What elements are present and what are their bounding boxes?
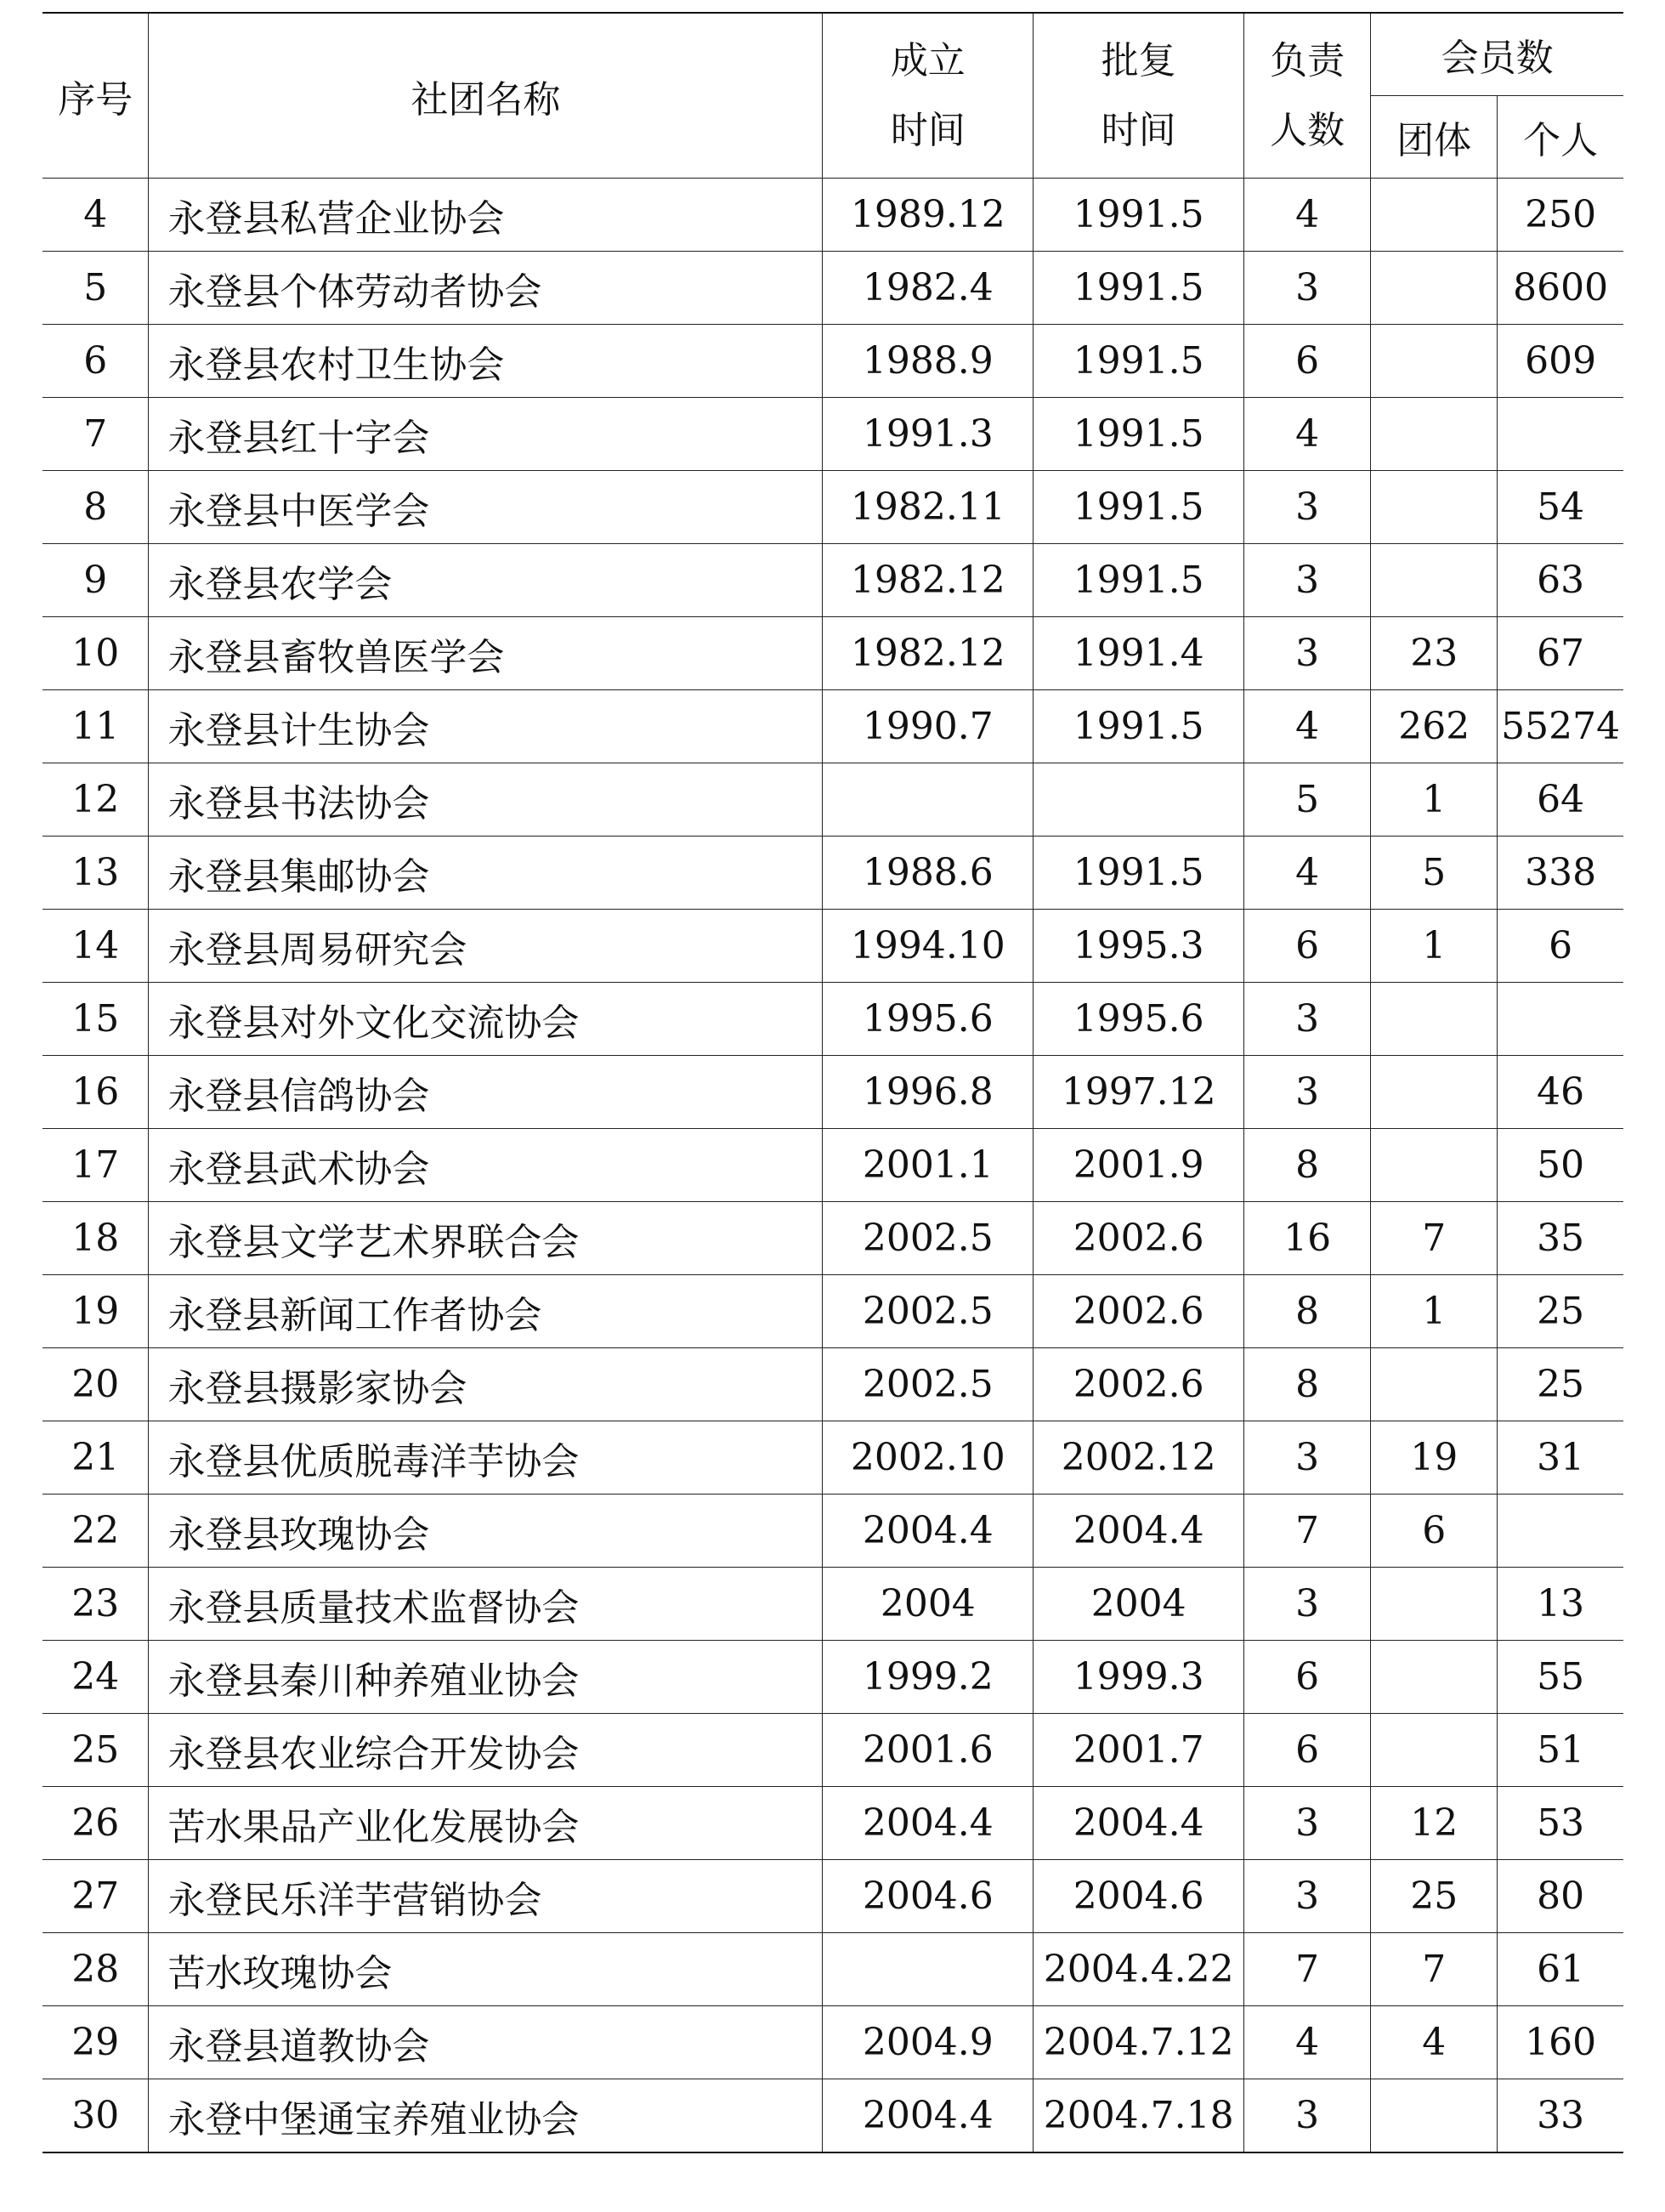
cell-founded: 1982.4 — [823, 252, 1034, 325]
cell-individual: 63 — [1498, 544, 1623, 617]
cell-founded: 2002.5 — [823, 1202, 1034, 1275]
cell-individual: 8600 — [1498, 252, 1623, 325]
table-row — [42, 1787, 1623, 1860]
cell-approved: 1991.5 — [1034, 544, 1244, 617]
cell-group: 1 — [1371, 1275, 1498, 1348]
cell-approved — [1034, 763, 1244, 837]
cell-name: 永登县个体劳动者协会 — [149, 252, 823, 325]
cell-approved: 2001.7 — [1034, 1714, 1244, 1787]
cell-no: 24 — [42, 1641, 149, 1714]
cell-group — [1371, 1714, 1498, 1787]
cell-no: 7 — [42, 398, 149, 471]
cell-leaders: 3 — [1244, 1421, 1371, 1495]
table-row — [42, 837, 1623, 910]
cell-leaders: 16 — [1244, 1202, 1371, 1275]
cell-founded: 1999.2 — [823, 1641, 1034, 1714]
table-row — [42, 1641, 1623, 1714]
cell-group: 5 — [1371, 837, 1498, 910]
cell-leaders: 6 — [1244, 1641, 1371, 1714]
cell-no: 12 — [42, 763, 149, 837]
cell-founded: 2002.10 — [823, 1421, 1034, 1495]
cell-founded — [823, 763, 1034, 837]
cell-no: 23 — [42, 1568, 149, 1641]
cell-individual: 55 — [1498, 1641, 1623, 1714]
cell-name: 永登县计生协会 — [149, 690, 823, 763]
table-row — [42, 1056, 1623, 1129]
cell-group — [1371, 1348, 1498, 1421]
cell-individual: 61 — [1498, 1933, 1623, 2006]
cell-individual: 67 — [1498, 617, 1623, 690]
cell-name: 永登县优质脱毒洋芋协会 — [149, 1421, 823, 1495]
header-individual: 个人 — [1498, 96, 1623, 179]
cell-no: 10 — [42, 617, 149, 690]
cell-individual — [1498, 398, 1623, 471]
cell-name: 永登县书法协会 — [149, 763, 823, 837]
cell-founded: 2004.4 — [823, 1495, 1034, 1568]
cell-name: 永登民乐洋芋营销协会 — [149, 1860, 823, 1933]
cell-leaders: 3 — [1244, 252, 1371, 325]
cell-approved: 1999.3 — [1034, 1641, 1244, 1714]
cell-name: 永登县红十字会 — [149, 398, 823, 471]
cell-approved: 2004.4.22 — [1034, 1933, 1244, 2006]
table-row — [42, 398, 1623, 471]
cell-approved: 1991.5 — [1034, 471, 1244, 544]
cell-individual: 35 — [1498, 1202, 1623, 1275]
cell-name: 永登县畜牧兽医学会 — [149, 617, 823, 690]
cell-founded: 1982.12 — [823, 544, 1034, 617]
cell-no: 30 — [42, 2079, 149, 2153]
cell-individual: 31 — [1498, 1421, 1623, 1495]
cell-founded: 2004 — [823, 1568, 1034, 1641]
cell-leaders: 4 — [1244, 690, 1371, 763]
cell-individual — [1498, 1495, 1623, 1568]
cell-individual: 80 — [1498, 1860, 1623, 1933]
header-approved-line1: 批复 — [1101, 38, 1176, 82]
document-page — [42, 12, 1623, 2153]
cell-leaders: 8 — [1244, 1348, 1371, 1421]
cell-founded: 1994.10 — [823, 910, 1034, 983]
cell-name: 永登县集邮协会 — [149, 837, 823, 910]
cell-founded: 2004.6 — [823, 1860, 1034, 1933]
cell-no: 27 — [42, 1860, 149, 1933]
cell-individual: 609 — [1498, 325, 1623, 398]
cell-individual: 64 — [1498, 763, 1623, 837]
cell-founded: 1995.6 — [823, 983, 1034, 1056]
cell-group: 23 — [1371, 617, 1498, 690]
cell-individual: 53 — [1498, 1787, 1623, 1860]
table-row — [42, 910, 1623, 983]
cell-group — [1371, 179, 1498, 252]
cell-group: 7 — [1371, 1202, 1498, 1275]
table-body — [42, 179, 1623, 2153]
cell-group — [1371, 2079, 1498, 2153]
cell-group — [1371, 1568, 1498, 1641]
cell-founded: 1996.8 — [823, 1056, 1034, 1129]
cell-group — [1371, 398, 1498, 471]
cell-name: 永登县玫瑰协会 — [149, 1495, 823, 1568]
cell-approved: 2004.4 — [1034, 1495, 1244, 1568]
cell-founded: 2004.4 — [823, 2079, 1034, 2153]
cell-name: 苦水果品产业化发展协会 — [149, 1787, 823, 1860]
cell-group — [1371, 471, 1498, 544]
cell-approved: 1997.12 — [1034, 1056, 1244, 1129]
cell-individual: 46 — [1498, 1056, 1623, 1129]
cell-leaders: 6 — [1244, 325, 1371, 398]
cell-founded: 1989.12 — [823, 179, 1034, 252]
cell-approved: 2002.12 — [1034, 1421, 1244, 1495]
cell-founded: 1990.7 — [823, 690, 1034, 763]
table-row — [42, 1495, 1623, 1568]
cell-name: 永登县质量技术监督协会 — [149, 1568, 823, 1641]
header-no: 序号 — [42, 13, 149, 179]
cell-leaders: 6 — [1244, 1714, 1371, 1787]
cell-leaders: 3 — [1244, 1787, 1371, 1860]
cell-leaders: 3 — [1244, 1860, 1371, 1933]
cell-individual: 33 — [1498, 2079, 1623, 2153]
cell-no: 5 — [42, 252, 149, 325]
cell-founded: 2002.5 — [823, 1275, 1034, 1348]
header-members: 会员数 — [1371, 13, 1623, 96]
cell-name: 永登县农学会 — [149, 544, 823, 617]
cell-no: 11 — [42, 690, 149, 763]
cell-name: 永登县中医学会 — [149, 471, 823, 544]
table-row — [42, 471, 1623, 544]
cell-approved: 1991.5 — [1034, 179, 1244, 252]
cell-group — [1371, 544, 1498, 617]
cell-founded — [823, 1933, 1034, 2006]
association-table — [42, 12, 1623, 2153]
cell-group: 262 — [1371, 690, 1498, 763]
cell-leaders: 6 — [1244, 910, 1371, 983]
cell-group: 4 — [1371, 2006, 1498, 2079]
cell-approved: 2002.6 — [1034, 1275, 1244, 1348]
cell-leaders: 5 — [1244, 763, 1371, 837]
cell-founded: 1988.6 — [823, 837, 1034, 910]
cell-no: 26 — [42, 1787, 149, 1860]
header-approved-line2: 时间 — [1101, 108, 1176, 152]
table-row — [42, 2006, 1623, 2079]
cell-approved: 1991.5 — [1034, 837, 1244, 910]
cell-name: 永登县摄影家协会 — [149, 1348, 823, 1421]
table-row — [42, 544, 1623, 617]
cell-name: 永登县信鸽协会 — [149, 1056, 823, 1129]
cell-no: 13 — [42, 837, 149, 910]
cell-approved: 1991.5 — [1034, 252, 1244, 325]
cell-name: 永登县秦川种养殖业协会 — [149, 1641, 823, 1714]
cell-no: 15 — [42, 983, 149, 1056]
cell-approved: 1995.3 — [1034, 910, 1244, 983]
cell-leaders: 3 — [1244, 1568, 1371, 1641]
table-row — [42, 1129, 1623, 1202]
cell-approved: 2002.6 — [1034, 1202, 1244, 1275]
cell-group: 19 — [1371, 1421, 1498, 1495]
cell-group: 6 — [1371, 1495, 1498, 1568]
cell-approved: 2004.7.18 — [1034, 2079, 1244, 2153]
cell-name: 永登县道教协会 — [149, 2006, 823, 2079]
cell-group: 1 — [1371, 763, 1498, 837]
cell-leaders: 8 — [1244, 1129, 1371, 1202]
cell-name: 苦水玫瑰协会 — [149, 1933, 823, 2006]
cell-leaders: 4 — [1244, 837, 1371, 910]
header-founded — [823, 13, 1034, 179]
cell-founded: 1988.9 — [823, 325, 1034, 398]
table-row — [42, 1275, 1623, 1348]
header-name: 社团名称 — [149, 13, 823, 179]
cell-approved: 1991.5 — [1034, 690, 1244, 763]
cell-no: 29 — [42, 2006, 149, 2079]
cell-individual: 13 — [1498, 1568, 1623, 1641]
cell-individual: 6 — [1498, 910, 1623, 983]
cell-group: 1 — [1371, 910, 1498, 983]
cell-no: 17 — [42, 1129, 149, 1202]
cell-no: 6 — [42, 325, 149, 398]
cell-name: 永登中堡通宝养殖业协会 — [149, 2079, 823, 2153]
table-row — [42, 1933, 1623, 2006]
table-row — [42, 617, 1623, 690]
cell-no: 28 — [42, 1933, 149, 2006]
cell-individual: 55274 — [1498, 690, 1623, 763]
cell-individual: 160 — [1498, 2006, 1623, 2079]
table-row — [42, 1714, 1623, 1787]
header-leaders — [1244, 13, 1371, 179]
cell-no: 25 — [42, 1714, 149, 1787]
table-row — [42, 690, 1623, 763]
table-row — [42, 2079, 1623, 2153]
cell-name: 永登县新闻工作者协会 — [149, 1275, 823, 1348]
cell-leaders: 3 — [1244, 617, 1371, 690]
cell-no: 21 — [42, 1421, 149, 1495]
cell-no: 22 — [42, 1495, 149, 1568]
cell-no: 18 — [42, 1202, 149, 1275]
cell-name: 永登县农业综合开发协会 — [149, 1714, 823, 1787]
table-row — [42, 179, 1623, 252]
header-founded-line1: 成立 — [890, 38, 966, 82]
cell-leaders: 3 — [1244, 1056, 1371, 1129]
cell-founded: 2004.9 — [823, 2006, 1034, 2079]
cell-no: 16 — [42, 1056, 149, 1129]
header-founded-line2: 时间 — [890, 108, 966, 152]
cell-individual: 54 — [1498, 471, 1623, 544]
cell-individual: 50 — [1498, 1129, 1623, 1202]
cell-group — [1371, 325, 1498, 398]
cell-name: 永登县武术协会 — [149, 1129, 823, 1202]
cell-founded: 1991.3 — [823, 398, 1034, 471]
cell-founded: 2001.6 — [823, 1714, 1034, 1787]
cell-group: 25 — [1371, 1860, 1498, 1933]
cell-approved: 1991.5 — [1034, 398, 1244, 471]
table-header — [42, 13, 1623, 179]
cell-leaders: 8 — [1244, 1275, 1371, 1348]
header-leaders-line1: 负责 — [1270, 38, 1345, 82]
cell-approved: 1991.4 — [1034, 617, 1244, 690]
header-group: 团体 — [1371, 96, 1498, 179]
table-row — [42, 325, 1623, 398]
cell-no: 9 — [42, 544, 149, 617]
cell-individual — [1498, 983, 1623, 1056]
cell-name: 永登县农村卫生协会 — [149, 325, 823, 398]
cell-leaders: 3 — [1244, 544, 1371, 617]
cell-approved: 2004 — [1034, 1568, 1244, 1641]
cell-leaders: 3 — [1244, 471, 1371, 544]
cell-no: 4 — [42, 179, 149, 252]
cell-approved: 2002.6 — [1034, 1348, 1244, 1421]
table-row — [42, 1202, 1623, 1275]
cell-founded: 2001.1 — [823, 1129, 1034, 1202]
cell-approved: 2004.6 — [1034, 1860, 1244, 1933]
cell-group: 7 — [1371, 1933, 1498, 2006]
cell-individual: 51 — [1498, 1714, 1623, 1787]
cell-leaders: 3 — [1244, 2079, 1371, 2153]
cell-approved: 1995.6 — [1034, 983, 1244, 1056]
cell-no: 8 — [42, 471, 149, 544]
cell-individual: 250 — [1498, 179, 1623, 252]
cell-name: 永登县对外文化交流协会 — [149, 983, 823, 1056]
cell-name: 永登县私营企业协会 — [149, 179, 823, 252]
cell-approved: 2001.9 — [1034, 1129, 1244, 1202]
table-row — [42, 1568, 1623, 1641]
cell-leaders: 3 — [1244, 983, 1371, 1056]
cell-approved: 2004.7.12 — [1034, 2006, 1244, 2079]
cell-approved: 2004.4 — [1034, 1787, 1244, 1860]
cell-founded: 1982.12 — [823, 617, 1034, 690]
cell-group — [1371, 1129, 1498, 1202]
table-row — [42, 763, 1623, 837]
cell-approved: 1991.5 — [1034, 325, 1244, 398]
cell-no: 20 — [42, 1348, 149, 1421]
cell-leaders: 7 — [1244, 1933, 1371, 2006]
cell-founded: 1982.11 — [823, 471, 1034, 544]
header-leaders-line2: 人数 — [1270, 108, 1345, 152]
header-approved — [1034, 13, 1244, 179]
cell-leaders: 4 — [1244, 179, 1371, 252]
cell-no: 19 — [42, 1275, 149, 1348]
cell-individual: 25 — [1498, 1275, 1623, 1348]
cell-leaders: 7 — [1244, 1495, 1371, 1568]
table-row — [42, 1421, 1623, 1495]
cell-group: 12 — [1371, 1787, 1498, 1860]
cell-leaders: 4 — [1244, 398, 1371, 471]
cell-name: 永登县文学艺术界联合会 — [149, 1202, 823, 1275]
cell-leaders: 4 — [1244, 2006, 1371, 2079]
cell-group — [1371, 1056, 1498, 1129]
cell-individual: 338 — [1498, 837, 1623, 910]
cell-no: 14 — [42, 910, 149, 983]
cell-individual: 25 — [1498, 1348, 1623, 1421]
table-row — [42, 983, 1623, 1056]
table-row — [42, 252, 1623, 325]
cell-founded: 2002.5 — [823, 1348, 1034, 1421]
cell-group — [1371, 983, 1498, 1056]
cell-group — [1371, 1641, 1498, 1714]
table-row — [42, 1860, 1623, 1933]
cell-founded: 2004.4 — [823, 1787, 1034, 1860]
cell-group — [1371, 252, 1498, 325]
table-row — [42, 1348, 1623, 1421]
cell-name: 永登县周易研究会 — [149, 910, 823, 983]
